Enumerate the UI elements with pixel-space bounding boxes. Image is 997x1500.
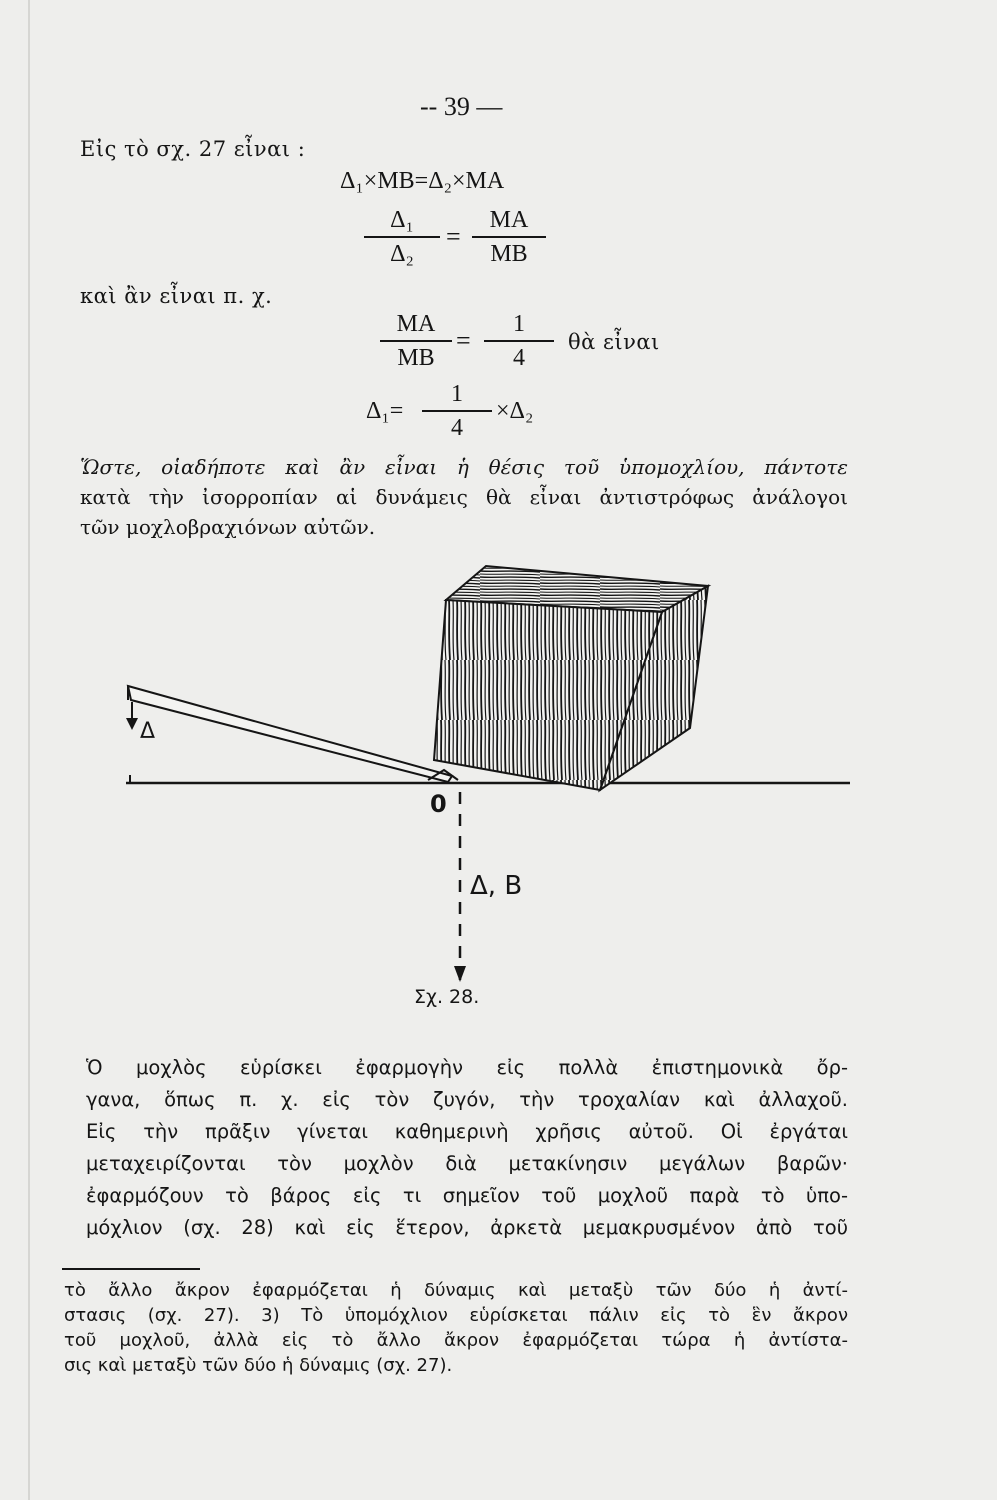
body-line: ἐφαρμόζουν τὸ βάρος εἰς τι σημεῖον τοῦ μοχλοῦ παρὰ τὸ ὑπο- xyxy=(86,1184,848,1207)
block-weight xyxy=(434,566,708,790)
eq3-left-fraction xyxy=(380,310,452,372)
label-fulcrum: 0 xyxy=(430,790,447,818)
eq2-left-fraction xyxy=(364,206,440,268)
eq2-left-bar xyxy=(364,236,440,238)
body-line: μόχλιον (σχ. 28) καὶ εἰς ἕτερον, ἀρκετὰ μεμακρυσμένον ἀπὸ τοῦ xyxy=(86,1216,848,1239)
footnote xyxy=(64,1278,848,1378)
footnote-rule xyxy=(62,1268,200,1270)
eq3-right-num: 1 xyxy=(513,311,525,337)
force-arrow xyxy=(126,702,138,730)
eq3-tail: θὰ εἶναι xyxy=(568,330,660,354)
body-line: Εἰς τὴν πρᾶξιν γίνεται καθημερινὴ χρῆσις αὐτοῦ. Οἱ ἐργάται xyxy=(86,1120,848,1143)
ground-line xyxy=(126,775,850,784)
footnote-line: στασις (σχ. 27). 3) Τὸ ὑπομόχλιον εὑρίσκεται πάλιν εἰς τὸ ἓν ἄκρον xyxy=(64,1305,848,1326)
eq2-right-bar xyxy=(472,236,546,238)
eq3-right-fraction xyxy=(484,310,554,372)
page-number: -- 39 — xyxy=(420,92,503,121)
eq4-num: 1 xyxy=(451,381,463,407)
intro-text: Εἰς τὸ σχ. 27 εἶναι : xyxy=(80,137,306,161)
weight-arrow xyxy=(454,792,466,982)
lever-bar xyxy=(128,686,452,782)
footnote-line: σις καὶ μεταξὺ τῶν δύο ἡ δύναμις (σχ. 27). xyxy=(64,1355,453,1376)
equation-1: Δ₁×ΜΒ=Δ₂×ΜΑ xyxy=(340,168,505,194)
label-weight: Δ, Β xyxy=(470,871,523,901)
conclusion-line: κατὰ τὴν ἰσορροπίαν αἱ δυνάμεις θὰ εἶναι ἀντιστρόφως ἀνάλογοι xyxy=(80,485,848,509)
eq3-left-bar xyxy=(380,340,452,342)
conclusion-line: Ὥστε, οἱαδήποτε καὶ ἂν εἶναι ἡ θέσις τοῦ ὑπομοχλίου, πάντοτε xyxy=(80,455,848,479)
eq2-right-num: ΜΑ xyxy=(489,207,529,233)
eq2-right-fraction xyxy=(472,206,546,268)
body-line: γανα, ὅπως π. χ. εἰς τὸν ζυγόν, τὴν τροχαλίαν καὶ ἀλλαχοῦ. xyxy=(86,1088,848,1111)
eq2-right-den: ΜΒ xyxy=(490,240,528,267)
eq3-right-bar xyxy=(484,340,554,342)
eq2-left-den: Δ₂ xyxy=(390,240,414,267)
if-text: καὶ ἂν εἶναι π. χ. xyxy=(80,284,273,308)
lever-figure xyxy=(0,540,997,990)
body-paragraph xyxy=(86,1052,848,1244)
eq3-equals: = xyxy=(456,326,471,355)
eq4-left: Δ₁= xyxy=(366,398,404,424)
conclusion-paragraph xyxy=(80,452,848,542)
eq2-equals: = xyxy=(446,222,461,251)
eq3-right-den: 4 xyxy=(513,344,525,371)
eq3-left-num: ΜΑ xyxy=(396,311,436,337)
eq4-fraction xyxy=(422,380,492,442)
conclusion-line: τῶν μοχλοβραχιόνων αὐτῶν. xyxy=(80,515,376,539)
footnote-line: τοῦ μοχλοῦ, ἀλλὰ εἰς τὸ ἄλλο ἄκρον ἐφαρμόζεται τώρα ἡ ἀντίστα- xyxy=(64,1330,848,1351)
label-force: Δ xyxy=(140,719,156,744)
eq4-right: ×Δ₂ xyxy=(496,398,534,424)
figure-caption: Σχ. 28. xyxy=(414,986,480,1008)
body-line: μεταχειρίζονται τὸν μοχλὸν διὰ μετακίνησιν μεγάλων βαρῶν· xyxy=(86,1152,848,1175)
eq4-bar xyxy=(422,410,492,412)
body-line: Ὁ μοχλὸς εὑρίσκει ἐφαρμογὴν εἰς πολλὰ ἐπιστημονικὰ ὄρ- xyxy=(86,1056,848,1079)
footnote-line: τὸ ἄλλο ἄκρον ἐφαρμόζεται ἡ δύναμις καὶ μεταξὺ τῶν δύο ἡ ἀντί- xyxy=(64,1280,848,1301)
eq2-left-num: Δ₁ xyxy=(390,207,414,233)
eq3-left-den: ΜΒ xyxy=(397,344,435,371)
eq4-den: 4 xyxy=(451,414,463,441)
